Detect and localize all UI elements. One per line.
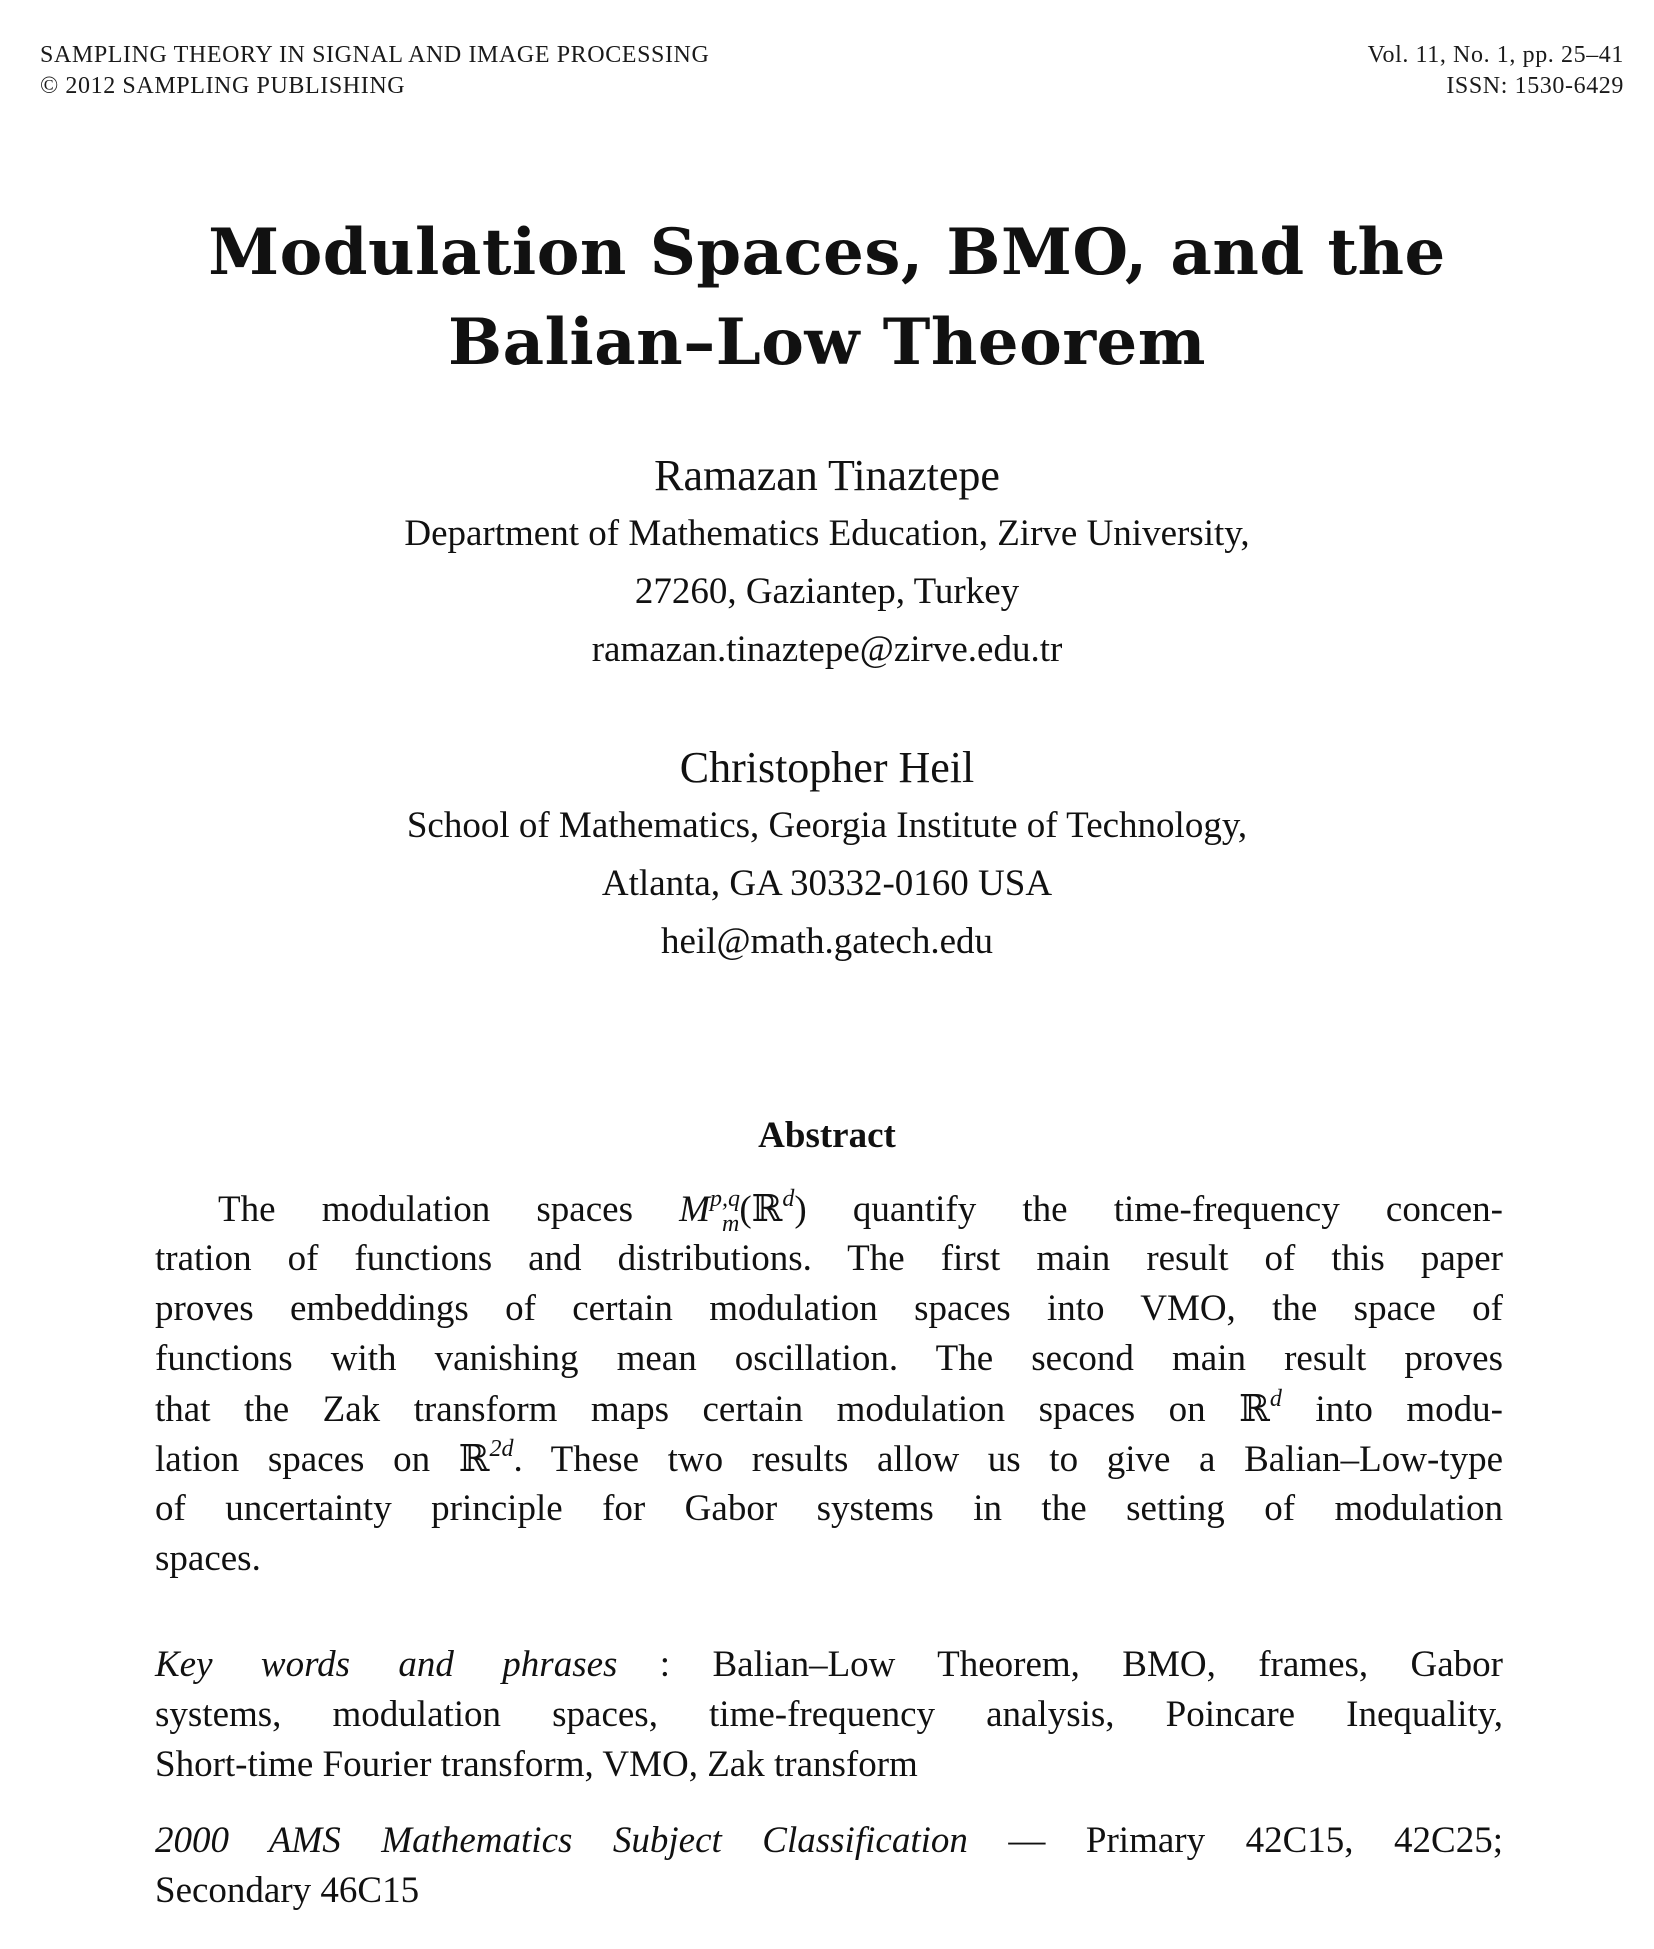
author-block xyxy=(0,447,1654,679)
abstract-line xyxy=(155,1184,1503,1237)
title-line-1: Modulation Spaces, BMO, and the xyxy=(208,215,1446,290)
abstract-text: that the Zak transform maps certain modulation spaces on xyxy=(155,1389,1240,1430)
author-name: Christopher Heil xyxy=(679,743,975,792)
abstract-line xyxy=(155,1434,1503,1484)
abstract-line: proves embeddings of certain modulation spaces into VMO, the space of xyxy=(155,1288,1503,1329)
classification-secondary: Secondary 46C15 xyxy=(155,1870,420,1911)
copyright-notice: © 2012 SAMPLING PUBLISHING xyxy=(40,73,406,99)
subject-classification xyxy=(155,1816,1503,1916)
math-paren: ) xyxy=(794,1189,807,1230)
issn: ISSN: 1530-6429 xyxy=(1446,73,1624,99)
abstract-line xyxy=(155,1384,1503,1434)
abstract-text: quantify the time-frequency concen- xyxy=(806,1189,1503,1230)
abstract-text: The modulation spaces xyxy=(218,1189,680,1230)
classification-label: 2000 AMS Mathematics Subject Classification xyxy=(155,1820,968,1861)
math-superscript-pq: p,q xyxy=(709,1186,740,1212)
math-symbol-M: M xyxy=(679,1189,710,1230)
abstract-text: into modu- xyxy=(1281,1389,1503,1430)
abstract-line: spaces. xyxy=(155,1538,261,1579)
title-line-2: Balian–Low Theorem xyxy=(448,305,1206,380)
author-email: ramazan.tinaztepe@zirve.edu.tr xyxy=(591,629,1063,670)
math-subscript-m: m xyxy=(721,1211,740,1237)
author-email: heil@math.gatech.edu xyxy=(660,921,993,962)
author-affiliation: Department of Mathematics Education, Zirve University, xyxy=(404,513,1250,554)
classification-primary: — Primary 42C15, 42C25; xyxy=(967,1820,1503,1861)
keywords-label: Key words and phrases xyxy=(155,1644,618,1685)
math-superscript-2d: 2d xyxy=(489,1436,514,1462)
author-address: 27260, Gaziantep, Turkey xyxy=(634,571,1020,612)
abstract-line: tration of functions and distributions. The first main result of this paper xyxy=(155,1238,1503,1279)
math-superscript-d: d xyxy=(1269,1386,1282,1412)
keywords-separator: : xyxy=(617,1644,713,1685)
math-superscript-d: d xyxy=(782,1186,795,1212)
abstract-line: of uncertainty principle for Gabor systems in the setting of modulation xyxy=(155,1488,1503,1529)
abstract-text: . These two results allow us to give a Balian–Low-type xyxy=(513,1439,1504,1480)
author-address: Atlanta, GA 30332-0160 USA xyxy=(601,863,1053,904)
volume-info: Vol. 11, No. 1, pp. 25–41 xyxy=(1367,42,1624,68)
author-affiliation: School of Mathematics, Georgia Institute of Technology, xyxy=(406,805,1248,846)
math-symbol-R: ℝ xyxy=(751,1187,783,1230)
keywords-section xyxy=(155,1640,1503,1790)
running-header-left xyxy=(40,40,709,102)
math-symbol-R: ℝ xyxy=(1239,1387,1270,1430)
abstract-body xyxy=(155,1184,1503,1584)
math-paren: ( xyxy=(739,1189,752,1230)
keywords-line: Short-time Fourier transform, VMO, Zak transform xyxy=(155,1744,918,1785)
keywords-text: Balian–Low Theorem, BMO, frames, Gabor xyxy=(712,1644,1504,1685)
running-header-right xyxy=(1368,40,1624,102)
author-block xyxy=(0,739,1654,971)
math-symbol-R: ℝ xyxy=(458,1437,490,1480)
keywords-line xyxy=(155,1640,1503,1690)
classification-line xyxy=(155,1816,1503,1866)
abstract-heading: Abstract xyxy=(758,1115,896,1156)
author-name: Ramazan Tinaztepe xyxy=(654,451,1000,500)
paper-title xyxy=(0,208,1654,388)
abstract-text: lation spaces on xyxy=(155,1439,459,1480)
abstract-line: functions with vanishing mean oscillation. The second main result proves xyxy=(155,1338,1503,1379)
keywords-line: systems, modulation spaces, time-frequency analysis, Poincare Inequality, xyxy=(155,1694,1503,1735)
journal-name: SAMPLING THEORY IN SIGNAL AND IMAGE PROCESSING xyxy=(40,42,710,68)
